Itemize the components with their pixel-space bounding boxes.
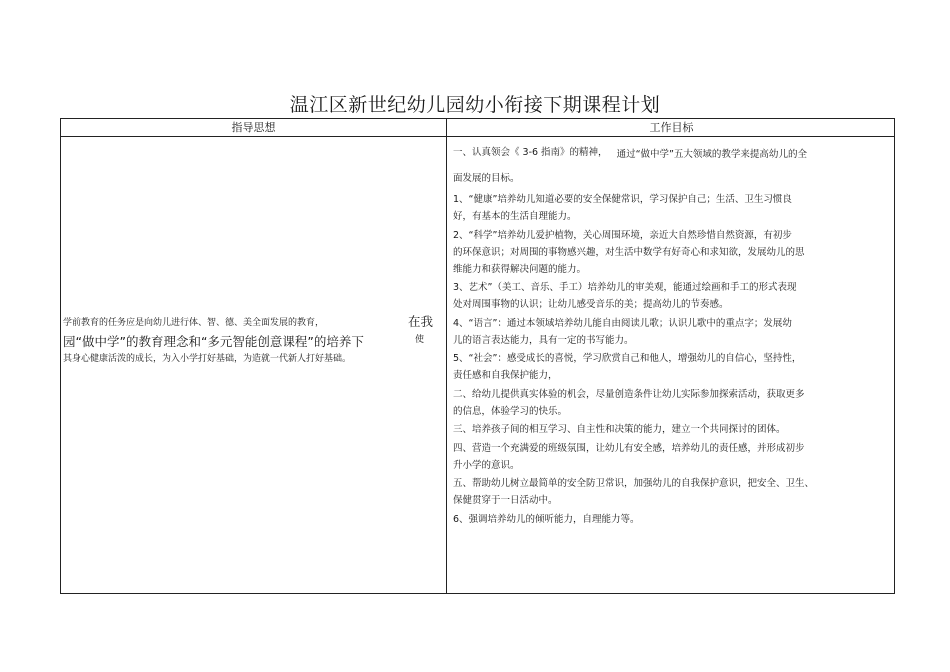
goal-item (453, 191, 891, 225)
goal-item (453, 350, 891, 384)
goal-item-line: 四、营造一个充满爱的班级氛围，让幼儿有安全感，培养幼儿的责任感，并形成初步 (453, 442, 805, 454)
goal-item-line: 6、强调培养幼儿的倾听能力，自理能力等。 (453, 513, 640, 525)
goal-item-line: 的信息，体验学习的快乐。 (453, 405, 568, 417)
goal-item (453, 315, 891, 349)
goals-intro-b: 通过“做中学”五大领域的教学来提高幼儿的全 (616, 149, 807, 160)
goal-item-line: 二、给幼儿提供真实体验的机会，尽量创造条件让幼儿实际参加探索活动，获取更多 (453, 388, 805, 400)
guiding-line-2 (63, 333, 439, 353)
guiding-line-1 (63, 314, 439, 333)
goal-item (453, 440, 891, 474)
guiding-thought-cell (63, 314, 439, 367)
goals-list (453, 191, 891, 528)
goal-item (453, 386, 891, 420)
guiding-line-3: 其身心健康活泼的成长，为入小学打好基础，为造就一代新人打好基础。 (63, 354, 352, 364)
header-divider (61, 136, 894, 137)
goal-item-line: 处对周围事物的认识；让幼儿感受音乐的美；提高幼儿的节奏感。 (453, 299, 729, 310)
goal-item-line: 儿的语言表达能力，具有一定的书写能力。 (453, 334, 634, 346)
page-title: 温江区新世纪幼儿园幼小衔接下期课程计划 (289, 94, 661, 116)
goal-item-line: 5、“社会”：感受成长的喜悦，学习欣赏自己和他人，增强幼儿的自信心，坚持性， (453, 353, 802, 364)
goal-item-line: 4、“语言”：通过本领域培养幼儿能自由阅读儿歌；认识儿歌中的重点字；发展幼 (453, 317, 792, 329)
goal-item-line: 2、“科学”培养幼儿爱护植物，关心周围环境，亲近大自然珍惜自然资源，有初步 (453, 229, 792, 241)
goal-item-line: 的环保意识；对周围的事物感兴趣，对生活中数学有好奇心和求知欲，发展幼儿的思 (453, 246, 805, 258)
goal-item-line: 责任感和自我保护能力， (453, 370, 558, 381)
work-goals-cell (453, 144, 891, 528)
goal-item (453, 227, 891, 278)
curriculum-table (60, 118, 895, 594)
guiding-line-2-tail: 使 (415, 335, 425, 345)
goal-item-line: 好，有基本的生活自理能力。 (453, 211, 577, 222)
goal-item-line: 1、“健康”培养幼儿知道必要的安全保健常识，学习保护自己；生活、卫生习惯良 (453, 194, 792, 205)
header-guiding-thought: 指导思想 (231, 121, 276, 134)
goal-item (453, 511, 891, 528)
goals-intro-c: 面发展的目标。 (453, 173, 520, 184)
guiding-line-1-text: 学前教育的任务应是向幼儿进行体、智、德、美全面发展的教育， (63, 318, 325, 328)
guiding-line-1-tail: 在我 (408, 314, 434, 329)
column-divider (446, 119, 447, 593)
goal-item-line: 3、艺术”（美工、音乐、手工）培养幼儿的审美观，能通过绘画和手工的形式表现 (453, 282, 797, 293)
goal-item (453, 475, 891, 509)
goal-item (453, 279, 891, 313)
goal-item-line: 保健贯穿于一日活动中。 (453, 495, 558, 506)
goal-item (453, 421, 891, 438)
guiding-line-2-text: 园“做中学”的教育理念和“多元智能创意课程”的培养下 (63, 334, 364, 349)
goal-item-line: 升小学的意识。 (453, 459, 520, 471)
goal-item-line: 三、培养孩子间的相互学习、自主性和决策的能力，建立一个共同探讨的团体。 (453, 424, 786, 435)
header-work-goals: 工作目标 (649, 121, 694, 134)
goal-item-line: 维能力和获得解决问题的能力。 (453, 263, 587, 275)
goals-intro (453, 144, 891, 170)
goal-item-line: 五、帮助幼儿树立最简单的安全防卫常识，加强幼儿的自我保护意识，把安全、卫生、 (453, 478, 815, 489)
goals-intro-a: 一、认真领会《 3-6 指南》的精神， (453, 147, 608, 158)
